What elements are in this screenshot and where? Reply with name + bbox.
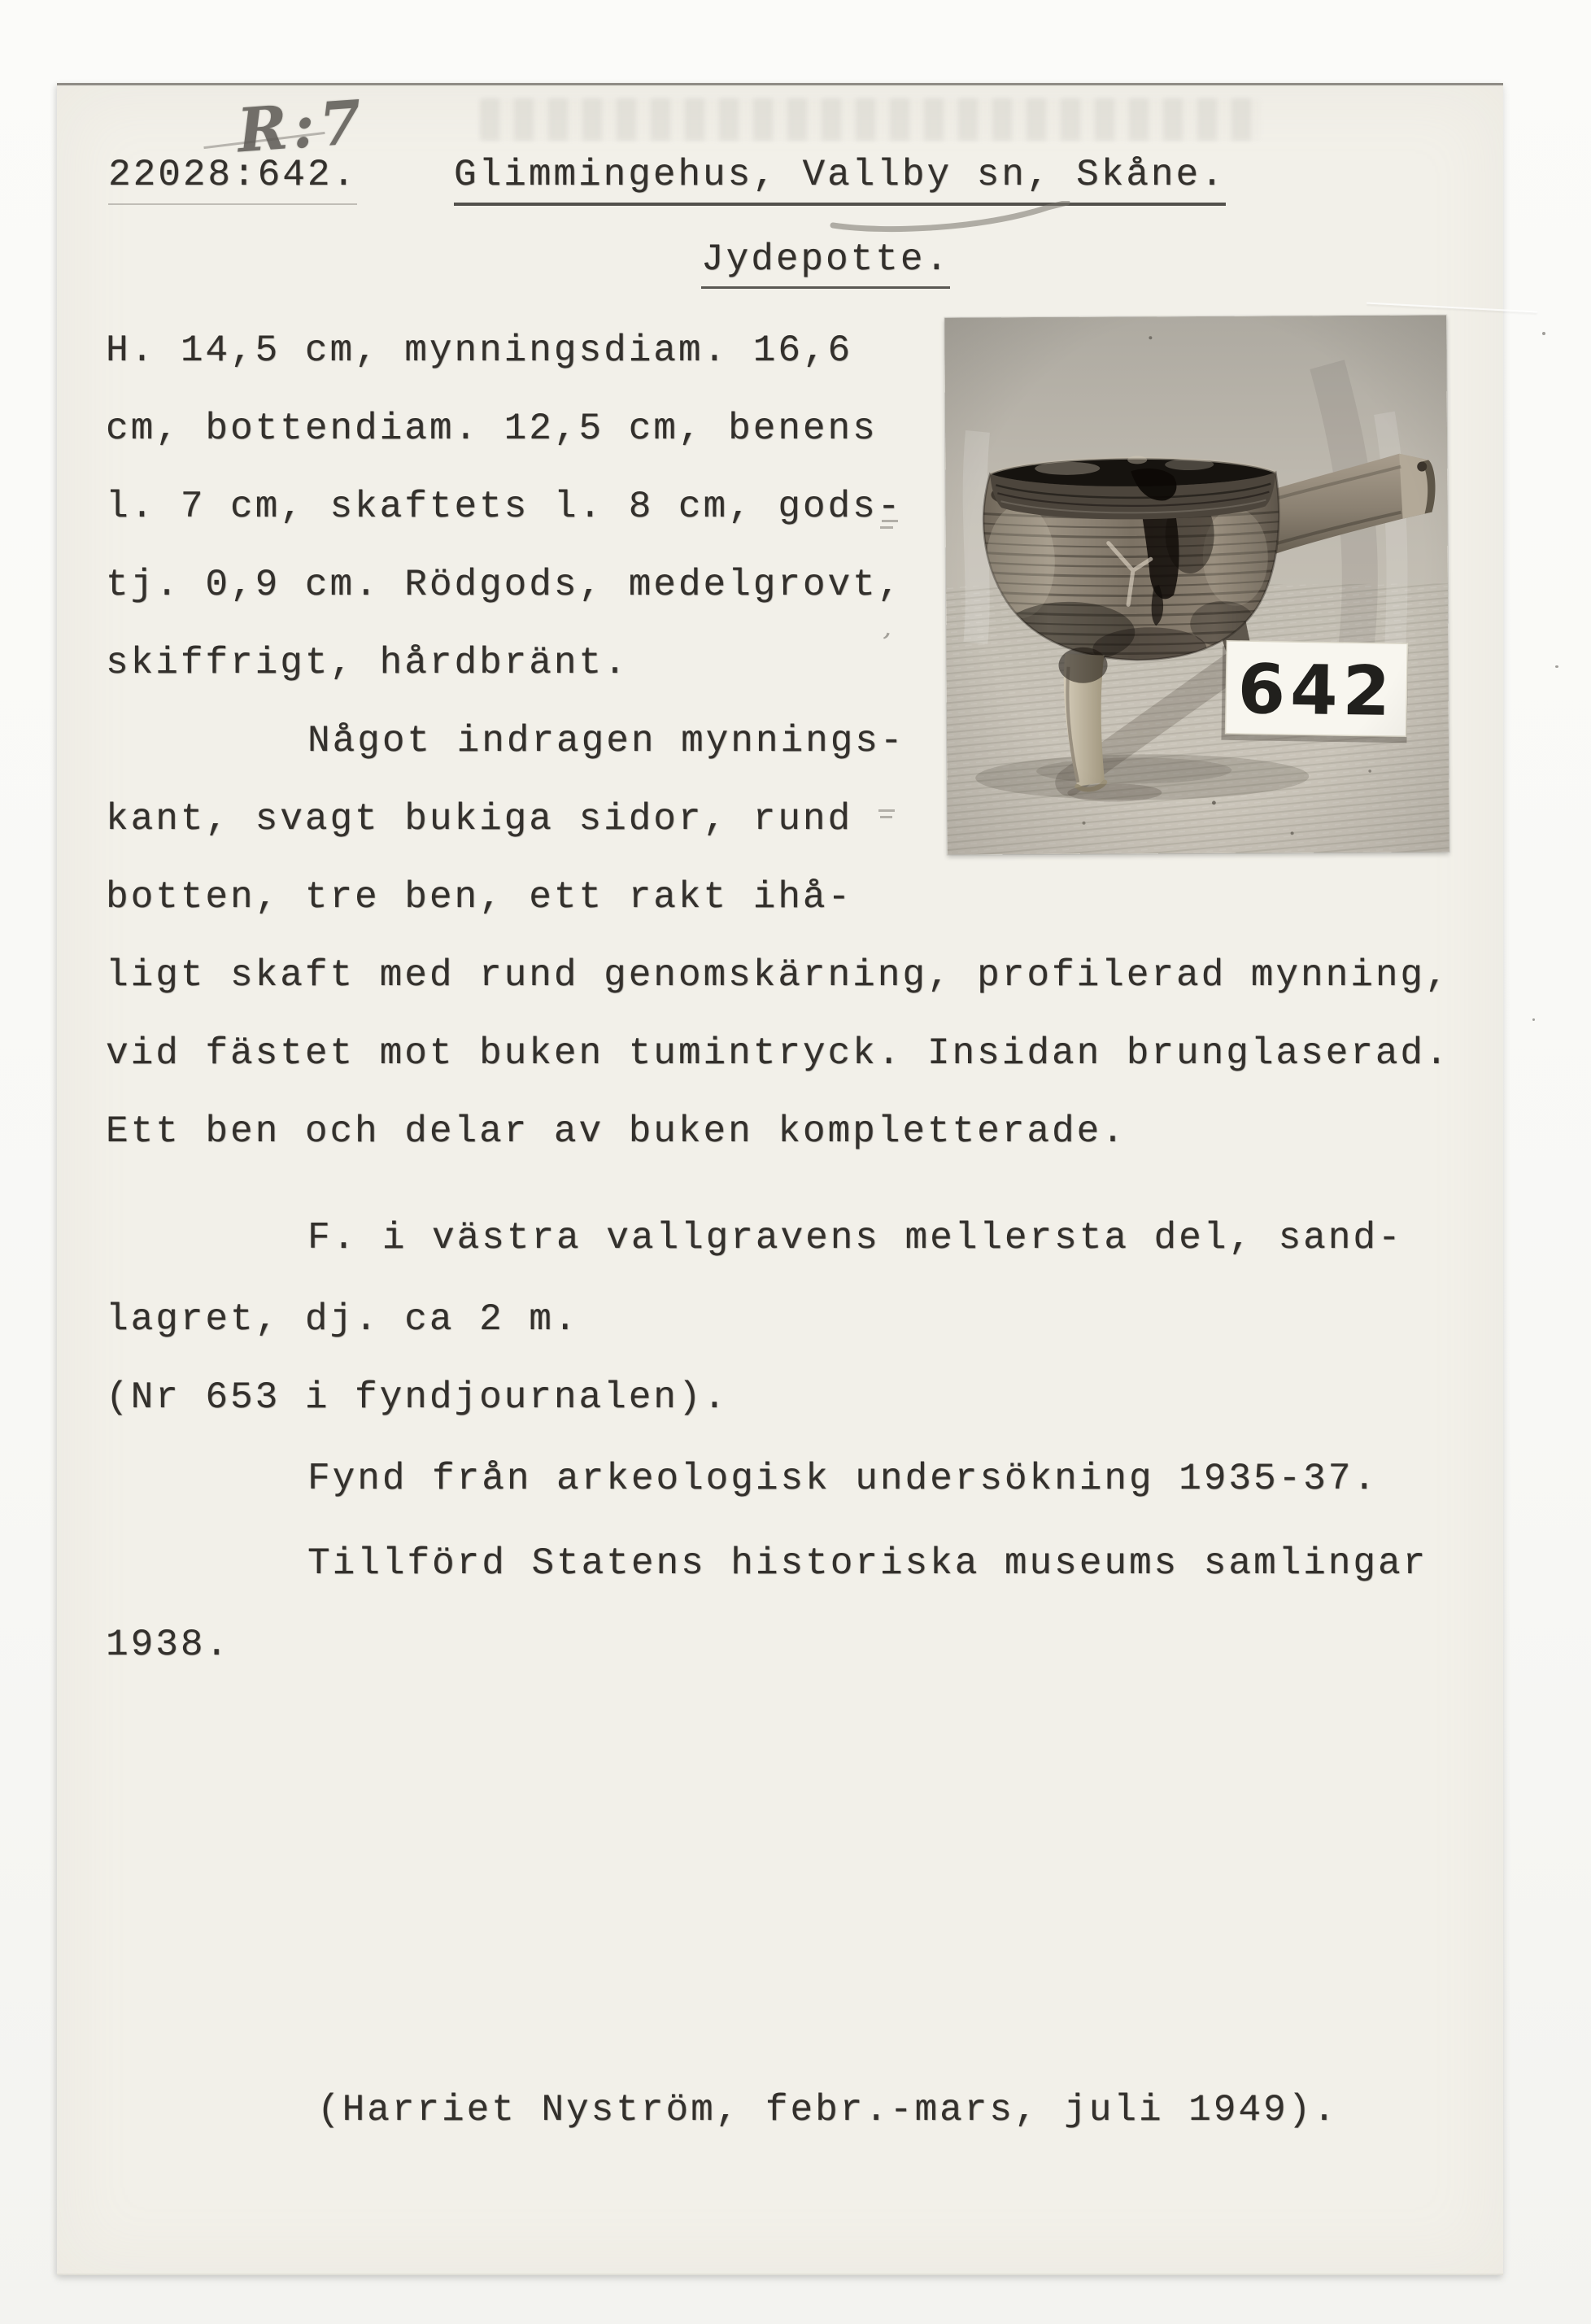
pencil-mark: , (881, 610, 898, 644)
pencil-mark (878, 809, 895, 812)
typed-line: vid fästet mot buken tumintryck. Insidan brunglaserad. (106, 1032, 1450, 1075)
typed-line: tj. 0,9 cm. Rödgods, medelgrovt, (106, 564, 903, 606)
typed-line: kant, svagt bukiga sidor, rund (106, 798, 853, 840)
artifact-photo-image (944, 315, 1449, 854)
handwritten-note: R:7 (235, 87, 369, 167)
inventory-number: 22028:642. (108, 154, 357, 205)
artifact-photo (944, 315, 1449, 854)
typed-line: ligt skaft med rund genomskärning, profilerad mynning, (106, 954, 1450, 996)
typed-line: lagret, dj. ca 2 m. (106, 1298, 579, 1341)
typed-line: l. 7 cm, skaftets l. 8 cm, gods- (106, 486, 903, 528)
typed-line: Tillförd Statens historiska museums samlingar (307, 1542, 1428, 1585)
typed-line: 1938. (106, 1624, 231, 1666)
typed-line: H. 14,5 cm, mynningsdiam. 16,6 (106, 329, 853, 372)
paper-crease (1367, 303, 1537, 313)
typed-line: Något indragen mynnings- (307, 720, 905, 762)
pencil-mark (880, 816, 892, 818)
location-heading: Glimmingehus, Vallby sn, Skåne. (454, 154, 1226, 206)
typed-line: botten, tre ben, ett rakt ihå- (106, 876, 853, 918)
typed-line: Fynd från arkeologisk undersökning 1935-37. (307, 1458, 1378, 1500)
dust-speck (1542, 332, 1545, 335)
pencil-mark (880, 526, 893, 529)
typed-line: F. i västra vallgravens mellersta del, sand- (307, 1217, 1403, 1259)
typed-line: Ett ben och delar av buken kompletterade. (106, 1110, 1127, 1153)
index-card (57, 83, 1503, 2275)
typed-line: skiffrigt, hårdbränt. (106, 642, 629, 684)
typed-line: (Nr 653 i fyndjournalen). (106, 1376, 729, 1419)
pencil-checkmark (830, 201, 1074, 237)
typed-line: cm, bottendiam. 12,5 cm, benens (106, 408, 878, 450)
object-title: Jydepotte. (701, 238, 950, 289)
attribution-line: (Harriet Nyström, febr.-mars, juli 1949). (317, 2089, 1338, 2131)
dust-speck (1532, 1018, 1535, 1021)
erased-text-smudge (480, 98, 1261, 141)
pencil-mark (882, 520, 898, 522)
dust-speck (1555, 665, 1558, 668)
